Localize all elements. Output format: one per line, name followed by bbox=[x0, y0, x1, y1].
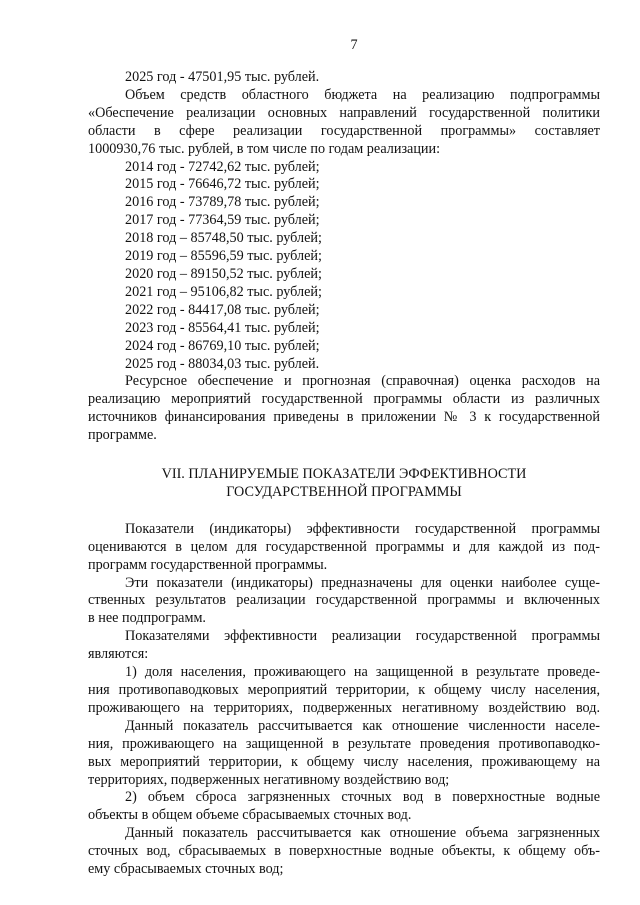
year-item: 2014 год - 72742,62 тыс. рублей; bbox=[125, 158, 320, 175]
text-line: объекты в общем объеме сбрасываемых сточных вод. bbox=[88, 807, 412, 824]
year-list bbox=[88, 159, 600, 374]
text-line: ния, проживающего на защищенной в результате проведения противопаводко- bbox=[88, 735, 600, 752]
text-line: «Обеспечение реализации основных направлений государственной политики bbox=[88, 104, 600, 121]
text-line: источников финансирования приведены в приложении № 3 к государственной bbox=[88, 409, 600, 426]
year-item: 2017 год - 77364,59 тыс. рублей; bbox=[125, 212, 320, 229]
text-line: территориях, подверженных негативному воздействию вод; bbox=[88, 771, 450, 788]
text-line: ственных результатов реализации государственной программы и включенных bbox=[88, 592, 600, 609]
page-number: 7 bbox=[350, 37, 358, 53]
text-line: сточных вод, сбрасываемых в поверхностные водные объекты, к общему объ- bbox=[88, 843, 600, 860]
text-line: 1000930,76 тыс. рублей, в том числе по годам реализации: bbox=[88, 140, 441, 157]
year-item: 2019 год – 85596,59 тыс. рублей; bbox=[125, 248, 322, 265]
year-item: 2021 год – 95106,82 тыс. рублей; bbox=[125, 283, 322, 300]
year-item: 2018 год – 85748,50 тыс. рублей; bbox=[125, 230, 322, 247]
text-line: 2) объем сброса загрязненных сточных вод в поверхностные водные bbox=[125, 789, 600, 806]
paragraph-indicators-purpose bbox=[88, 575, 600, 629]
year-item: 2024 год - 86769,10 тыс. рублей; bbox=[125, 337, 320, 354]
text-line: Данный показатель рассчитывается как отношение численности населе- bbox=[125, 717, 600, 734]
year-item: 2025 год - 88034,03 тыс. рублей. bbox=[125, 355, 320, 372]
text-line: в нее подпрограмм. bbox=[88, 610, 206, 627]
text-line: проживающего на территориях, подверженных негативному воздействию вод. bbox=[88, 699, 600, 716]
heading-line: VII. ПЛАНИРУЕМЫЕ ПОКАЗАТЕЛИ ЭФФЕКТИВНОСТИ bbox=[161, 466, 527, 483]
paragraph-indicator-1-calc bbox=[88, 718, 600, 790]
heading-line: ГОСУДАРСТВЕННОЙ ПРОГРАММЫ bbox=[226, 483, 462, 500]
text-line: Данный показатель рассчитывается как отношение объема загрязненных bbox=[125, 825, 600, 842]
text-line: Эти показатели (индикаторы) предназначены для оценки наиболее суще- bbox=[125, 574, 600, 591]
paragraph-indicator-2 bbox=[88, 789, 600, 825]
year-item: 2016 год - 73789,78 тыс. рублей; bbox=[125, 194, 320, 211]
year-item: 2022 год - 84417,08 тыс. рублей; bbox=[125, 301, 320, 318]
text-line: программ государственной программы. bbox=[88, 556, 328, 573]
paragraph-indicator-1 bbox=[88, 664, 600, 718]
paragraph-indicator-2-calc bbox=[88, 825, 600, 879]
text-line: 1) доля населения, проживающего на защищенной в результате проведе- bbox=[125, 664, 600, 681]
text-line: ния противопаводковых мероприятий территории, к общему числу населения, bbox=[88, 682, 600, 698]
year-item: 2015 год - 76646,72 тыс. рублей; bbox=[125, 176, 320, 193]
section-heading bbox=[88, 466, 600, 502]
text-line: области в сфере реализации государственной программы» составляет bbox=[88, 122, 600, 139]
paragraph-resource-support bbox=[88, 373, 600, 445]
text-line: Объем средств областного бюджета на реализацию подпрограммы bbox=[125, 86, 600, 103]
text-line: ему сбрасываемых сточных вод; bbox=[88, 861, 284, 878]
text-line: 2025 год - 47501,95 тыс. рублей. bbox=[125, 69, 320, 85]
year-item: 2023 год - 85564,41 тыс. рублей; bbox=[125, 319, 320, 336]
paragraph-indicators bbox=[88, 521, 600, 575]
text-line: Показатели (индикаторы) эффективности государственной программы bbox=[125, 520, 600, 537]
text-line: оцениваются в целом для государственной программы и для каждой из под- bbox=[88, 538, 600, 555]
text-line: Показателями эффективности реализации государственной программы bbox=[125, 628, 600, 645]
year-item: 2020 год – 89150,52 тыс. рублей; bbox=[125, 265, 322, 282]
paragraph-regional-budget bbox=[88, 87, 600, 159]
text-line: реализацию мероприятий государственной программы области из различных bbox=[88, 391, 600, 408]
text-line: программе. bbox=[88, 427, 157, 444]
paragraph-indicators-list-intro bbox=[88, 628, 600, 664]
document-body bbox=[88, 69, 600, 879]
text-line: вых мероприятий территории, к общему числу населения, проживающему на bbox=[88, 753, 600, 770]
text-line: являются: bbox=[88, 646, 149, 663]
text-line: Ресурсное обеспечение и прогнозная (справочная) оценка расходов на bbox=[125, 373, 600, 390]
